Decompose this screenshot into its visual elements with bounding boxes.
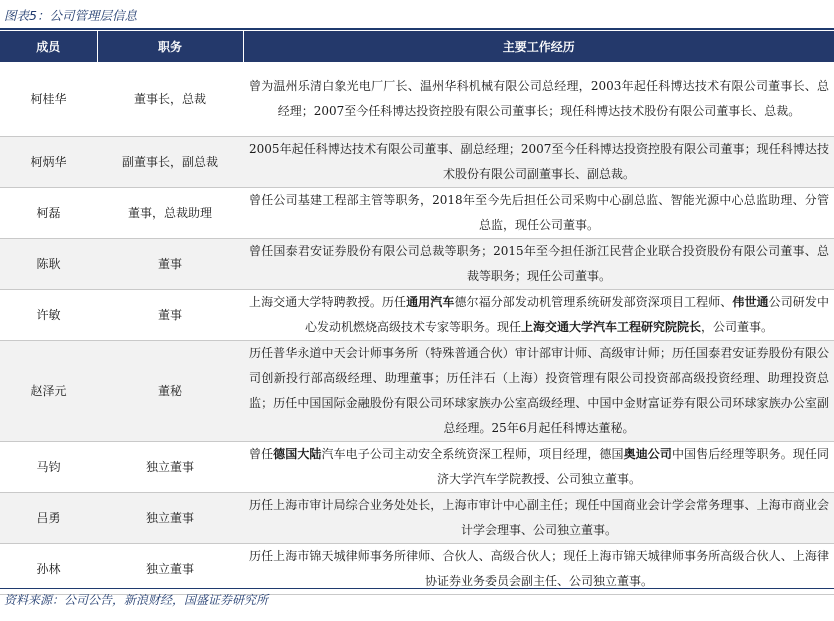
table-row bbox=[0, 340, 834, 441]
table-header-row bbox=[0, 31, 834, 62]
header-experience: 主要工作经历 bbox=[243, 31, 834, 62]
member-position: 独立董事 bbox=[97, 492, 243, 543]
member-position: 独立董事 bbox=[97, 441, 243, 492]
header-member: 成员 bbox=[0, 31, 97, 62]
member-experience bbox=[243, 62, 834, 136]
table-body bbox=[0, 62, 834, 594]
experience-text: 公司研发中心发动机燃烧高级技术专家等职务。现任 bbox=[304, 294, 829, 334]
member-name: 柯炳华 bbox=[0, 136, 97, 187]
source-note: 资料来源：公司公告，新浪财经，国盛证券研究所 bbox=[4, 593, 269, 607]
table-row bbox=[0, 187, 834, 238]
member-name: 赵泽元 bbox=[0, 340, 97, 441]
member-position: 董事长，总裁 bbox=[97, 62, 243, 136]
experience-highlight: 通用汽车 bbox=[406, 294, 455, 309]
member-position: 董事 bbox=[97, 238, 243, 289]
experience-text: 曾任国泰君安证券股份有限公司总裁等职务；2015年至今担任浙江民营企业联合投资股份有限公司董事、总裁等职务；现任公司董事。 bbox=[249, 243, 829, 283]
experience-text: 历任上海市审计局综合业务处处长，上海市审计中心副主任；现任中国商业会计学会常务理事、上海市商业会计学会理事、公司独立董事。 bbox=[249, 497, 829, 537]
top-rule bbox=[0, 28, 834, 30]
member-experience bbox=[243, 187, 834, 238]
experience-text: 2005年起任科博达技术有限公司董事、副总经理；2007至今任科博达投资控股有限公司董事；现任科博达技术股份有限公司副董事长、副总裁。 bbox=[249, 141, 829, 181]
experience-text: 历任普华永道中天会计师事务所（特殊普通合伙）审计部审计师、高级审计师；历任国泰君安证券股份有限公司创新投行部高级经理、助理董事；历任沣石（上海）投资管理有限公司投资部高级投资经理、助理投资总监；历任中国国际金融股份有限公司环球家族办公室高级经理、中国中金财富证券有限公司环球家族办公室副总经理。25年6月起任科博达董秘。 bbox=[249, 345, 829, 435]
member-experience bbox=[243, 543, 834, 594]
member-experience bbox=[243, 136, 834, 187]
experience-text: 曾任公司基建工程部主管等职务，2018年至今先后担任公司采购中心副总监、智能光源中心总监助理、分管总监，现任公司董事。 bbox=[249, 192, 829, 232]
table-row bbox=[0, 136, 834, 187]
bottom-rule bbox=[0, 588, 834, 589]
member-name: 柯桂华 bbox=[0, 62, 97, 136]
experience-text: 曾任 bbox=[249, 446, 274, 461]
table-row bbox=[0, 492, 834, 543]
experience-text: ，公司董事。 bbox=[701, 319, 774, 334]
member-name: 孙林 bbox=[0, 543, 97, 594]
table-row bbox=[0, 62, 834, 136]
experience-text: 中国售后经理等职务。现任同济大学汽车学院教授、公司独立董事。 bbox=[436, 446, 829, 486]
member-position: 独立董事 bbox=[97, 543, 243, 594]
table-row bbox=[0, 543, 834, 594]
member-name: 马钧 bbox=[0, 441, 97, 492]
member-experience bbox=[243, 492, 834, 543]
member-experience bbox=[243, 238, 834, 289]
table-row bbox=[0, 441, 834, 492]
header-position: 职务 bbox=[97, 31, 243, 62]
experience-highlight: 伟世通 bbox=[732, 294, 769, 309]
member-name: 柯磊 bbox=[0, 187, 97, 238]
member-position: 董秘 bbox=[97, 340, 243, 441]
experience-highlight: 上海交通大学汽车工程研究院院长 bbox=[520, 319, 701, 334]
table-row bbox=[0, 289, 834, 340]
experience-text: 曾为温州乐清白象光电厂厂长、温州华科机械有限公司总经理，2003年起任科博达技术有限公司董事长、总经理；2007至今任科博达投资控股有限公司董事长；现任科博达技术股份有限公司董事长、总裁。 bbox=[249, 78, 829, 118]
member-experience bbox=[243, 441, 834, 492]
experience-text: 上海交通大学特聘教授。历任 bbox=[249, 294, 407, 309]
member-position: 副董事长，副总裁 bbox=[97, 136, 243, 187]
experience-highlight: 奥迪公司 bbox=[623, 446, 672, 461]
experience-text: 历任上海市锦天城律师事务所律师、合伙人、高级合伙人；现任上海市锦天城律师事务所高级合伙人、上海律协证券业务委员会副主任、公司独立董事。 bbox=[249, 548, 829, 588]
member-position: 董事，总裁助理 bbox=[97, 187, 243, 238]
member-position: 董事 bbox=[97, 289, 243, 340]
table-row bbox=[0, 238, 834, 289]
member-experience bbox=[243, 340, 834, 441]
figure-title: 图表5：公司管理层信息 bbox=[4, 8, 137, 23]
experience-text: 德尔福分部发动机管理系统研发部资深项目工程师、 bbox=[454, 294, 733, 309]
member-name: 吕勇 bbox=[0, 492, 97, 543]
member-name: 陈耿 bbox=[0, 238, 97, 289]
experience-highlight: 德国大陆 bbox=[273, 446, 322, 461]
member-name: 许敏 bbox=[0, 289, 97, 340]
experience-text: 汽车电子公司主动安全系统资深工程师，项目经理，德国 bbox=[321, 446, 624, 461]
member-experience bbox=[243, 289, 834, 340]
management-table bbox=[0, 31, 834, 595]
